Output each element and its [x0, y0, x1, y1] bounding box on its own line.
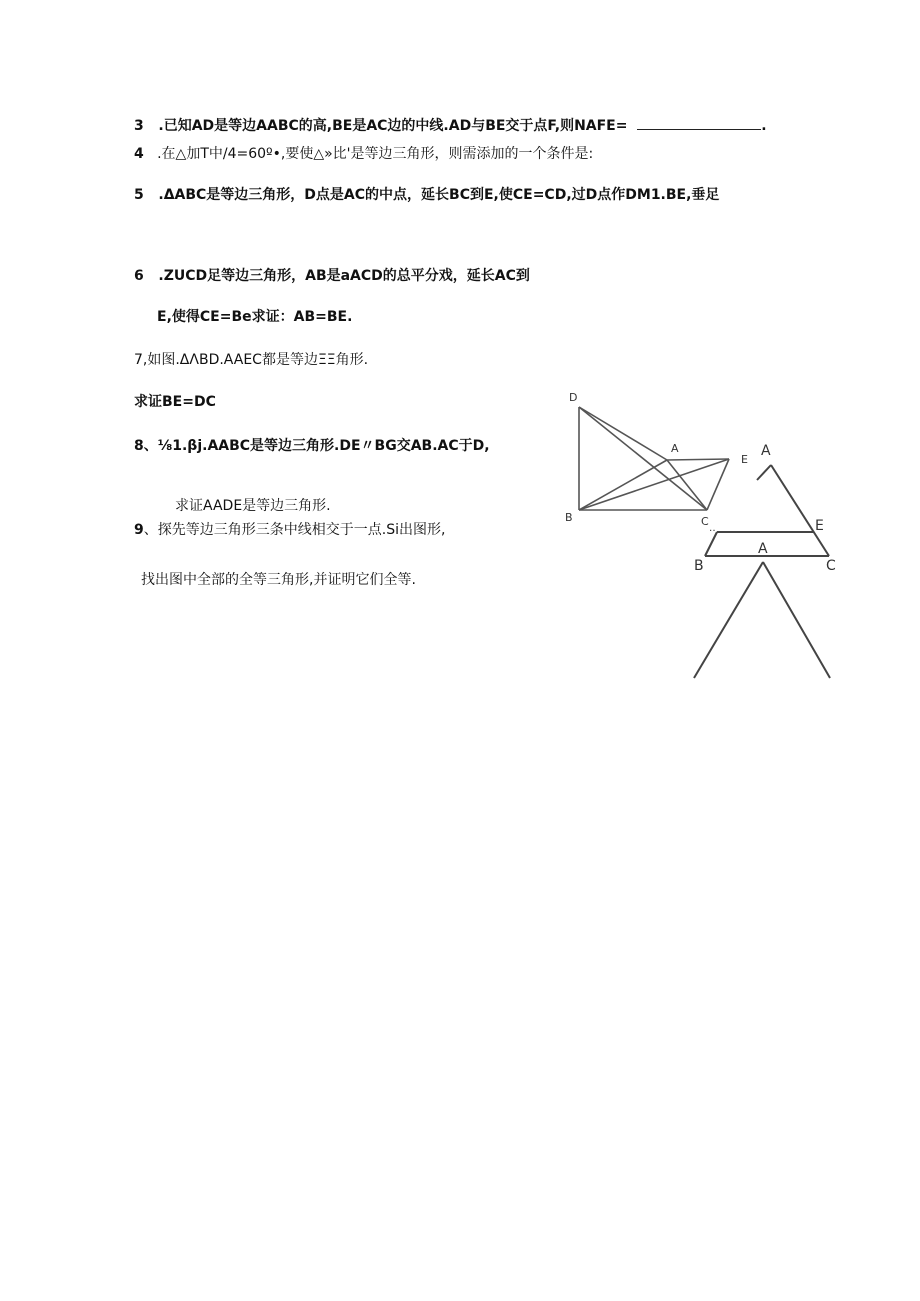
problem-8-prove: 求证AADE是等边三角形.	[175, 498, 331, 514]
segment-partial-AB	[757, 465, 771, 480]
problem-9-text: 、探先等边三角形三条中线相交于一点.Si出图形,	[143, 522, 446, 538]
fig7-mark: ‥	[709, 523, 716, 534]
problem-9-continuation: 找出图中全部的全等三角形,并证明它们全等.	[141, 572, 416, 588]
problem-9-number: 9	[134, 522, 144, 538]
problem-8-text: 、⅛1.βj.AABC是等边三角形.DE〃BG交AB.AC于D,	[143, 438, 490, 454]
fig8-label-C: C	[826, 558, 836, 574]
segment-AC	[763, 562, 830, 678]
fig7-label-C: C	[701, 515, 709, 528]
problem-6-text: .ZUCD足等边三角形，AB是aACD的总平分戏，延长AC到	[158, 268, 530, 284]
fig8-label-A: A	[761, 443, 771, 459]
problem-4-number: 4	[134, 146, 144, 162]
problem-4-text: .在△加T中/4=60º•,要使△»比'是等边三角形，则需添加的一个条件是:	[157, 146, 594, 162]
segment-AB	[694, 562, 763, 678]
fig7-label-A: A	[671, 442, 679, 455]
segment-AC	[771, 465, 829, 556]
problem-7-text: 7,如图.ΔΛBD.AAEC都是等边ΞΞ角形.	[134, 352, 369, 368]
fig7-label-D: D	[569, 391, 578, 404]
fig9-label-A: A	[758, 541, 768, 557]
segment-AC	[667, 460, 707, 510]
segment-DB	[705, 532, 717, 556]
segment-DA	[579, 407, 667, 460]
figure-7	[579, 407, 729, 510]
figure-9	[694, 562, 830, 678]
problem-8-number: 8	[134, 438, 144, 454]
problem-5-text: .ΔABC是等边三角形，D点是AC的中点，延长BC到E,使CE=CD,过D点作DM1.BE,垂足	[158, 187, 720, 203]
problem-6-number: 6	[134, 268, 144, 284]
segment-EC	[707, 459, 729, 510]
problem-6-continuation: E,使得CE=Be求证：AB=BE.	[157, 309, 353, 325]
problem-7-prove: 求证BE=DC	[134, 394, 216, 410]
fig7-label-B: B	[565, 511, 573, 524]
problem-3-number: 3	[134, 118, 144, 134]
fig8-label-E: E	[815, 518, 824, 534]
problem-3-text: .已知AD是等边AABC的高,BE是AC边的中线.AD与BE交于点F,则NAFE=	[158, 118, 628, 134]
problem-3-end: .	[761, 118, 767, 134]
fig8-label-B: B	[694, 558, 704, 574]
segment-AE	[667, 459, 729, 460]
segment-DC	[579, 407, 707, 510]
fig7-label-E: E	[741, 453, 748, 466]
problem-5-number: 5	[134, 187, 144, 203]
